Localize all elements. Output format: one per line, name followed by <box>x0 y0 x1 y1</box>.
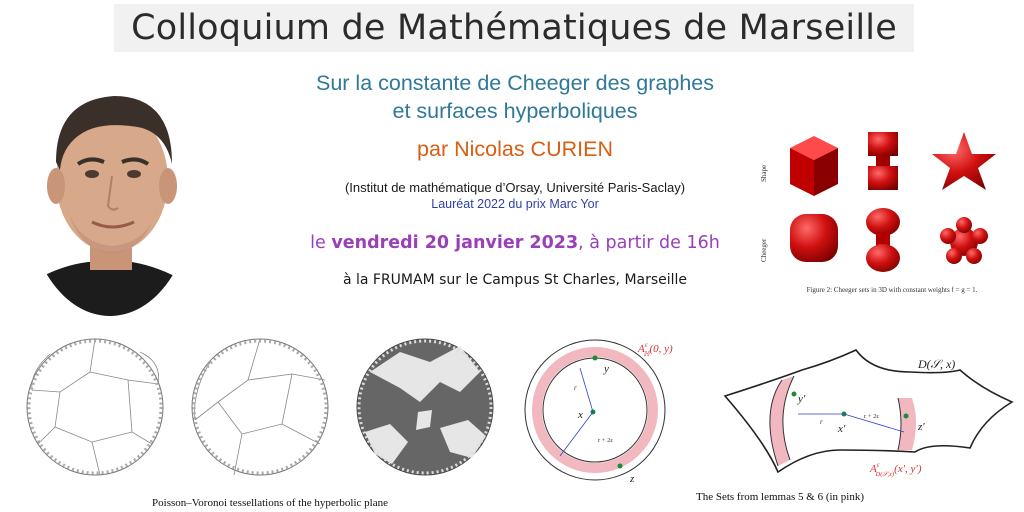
region-set-label-sup: ε <box>876 461 880 469</box>
sets-caption: The Sets from lemmas 5 & 6 (in pink) <box>695 491 865 503</box>
hyperbolic-disc-set <box>525 340 673 482</box>
cube-shape <box>790 136 838 196</box>
voronoi-disc-3 <box>357 339 493 475</box>
tessellation-caption: Poisson–Voronoi tessellations of the hyperbolic plane <box>152 497 388 509</box>
talk-date <box>250 233 780 253</box>
voronoi-disc-1 <box>27 339 163 475</box>
star-shape <box>932 132 996 190</box>
speaker-prize: Lauréat 2022 du prix Marc Yor <box>431 197 599 211</box>
date-suffix: , à partir de 16h <box>578 233 720 253</box>
talk-title <box>270 69 760 125</box>
speaker-portrait <box>26 66 194 316</box>
sets-lemmas-figure <box>520 332 1020 482</box>
cheeger-sets-figure <box>752 124 1014 304</box>
region-label-y: y′ <box>798 393 806 405</box>
circle-label-y: y <box>604 363 609 375</box>
circle-set-label-sup: ε <box>644 341 648 349</box>
circle-set-label-args: (0, y) <box>649 343 673 355</box>
region-set-label-sub: D(𝒮,x) <box>875 471 895 478</box>
page-title-text: Colloquium de Mathématiques de Marseille <box>131 8 897 48</box>
cheeger-star <box>940 217 988 264</box>
region-set-label-a: A <box>870 463 877 475</box>
circle-set-label-a: A <box>638 343 645 355</box>
voronoi-tessellations-figure <box>20 332 520 482</box>
region-label-z: z′ <box>918 421 925 433</box>
date-bold: vendredi 20 janvier 2023 <box>331 233 579 253</box>
cheeger-figure-caption: Figure 2: Cheeger sets in 3D with constant weights f = g = 1. <box>806 286 978 294</box>
cheeger-hourglass <box>866 208 900 272</box>
region-label-x: x′ <box>838 423 846 435</box>
talk-title-line2: et surfaces hyperboliques <box>392 99 638 123</box>
circle-label-x: x <box>578 409 583 421</box>
polygon-region-set <box>725 350 1012 478</box>
hourglass-shape <box>868 132 898 190</box>
circle-label-r2: r + 2ε <box>598 437 614 444</box>
row-label-cheeger: Cheeger <box>760 238 768 262</box>
page-title <box>114 4 914 52</box>
circle-set-label <box>637 341 673 358</box>
date-prefix: le <box>310 233 332 253</box>
region-set-label <box>869 461 922 478</box>
circle-label-r: r <box>574 384 577 392</box>
speaker-affiliation: (Institut de mathématique d’Orsay, Université Paris-Saclay) <box>344 180 686 195</box>
circle-set-label-sub: ℍ <box>643 350 650 358</box>
voronoi-disc-2 <box>192 339 328 475</box>
region-label-r2: r + 2ε <box>864 413 880 420</box>
region-set-label-args: (x′, y′) <box>894 463 922 475</box>
circle-label-z: z <box>630 473 635 482</box>
talk-venue: à la FRUMAM sur le Campus St Charles, Marseille <box>342 272 688 288</box>
region-label-r: r <box>820 418 823 426</box>
speaker-name: par Nicolas CURIEN <box>417 137 613 161</box>
cheeger-cube <box>790 214 838 262</box>
row-label-shape: Shape <box>760 164 768 182</box>
talk-title-line1: Sur la constante de Cheeger des graphes <box>315 71 714 95</box>
region-label: D(𝒮, x) <box>918 357 956 371</box>
